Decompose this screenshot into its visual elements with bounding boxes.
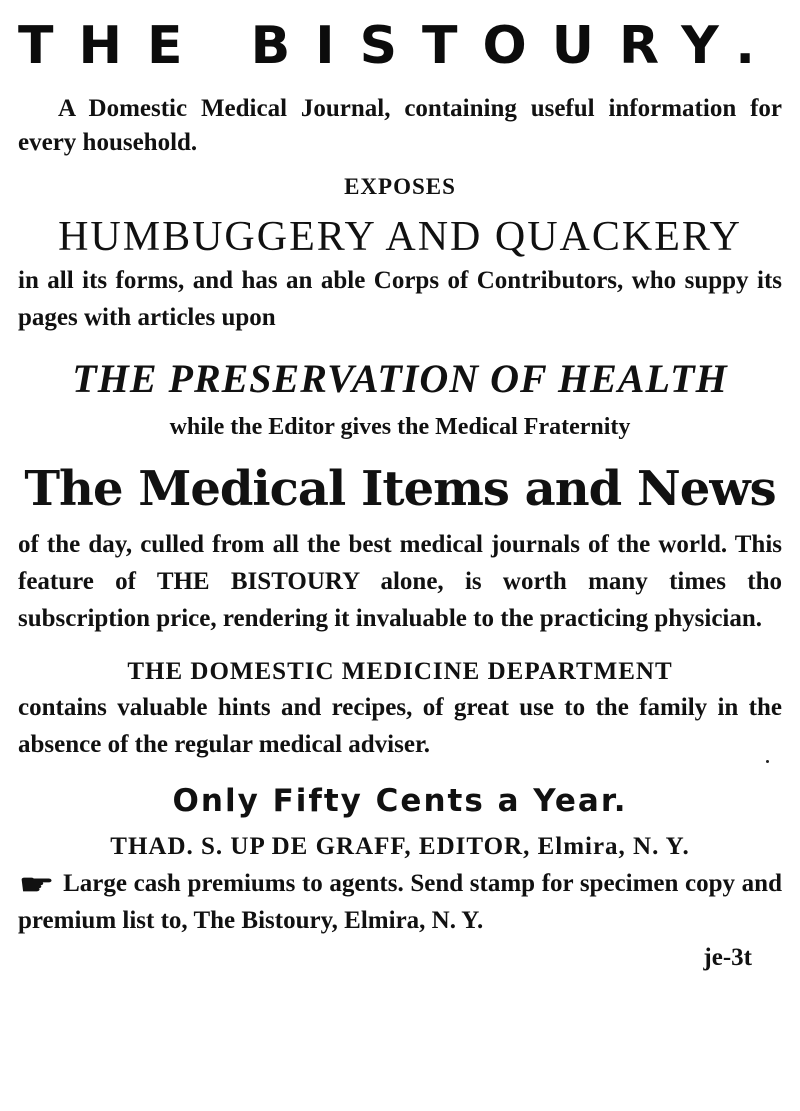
department-heading: THE DOMESTIC MEDICINE DEPARTMENT (127, 658, 673, 685)
price-line: Only Fifty Cents a Year. (172, 783, 628, 819)
department-paragraph: contains valuable hints and recipes, of great use to the family in the absence of the regular medical adviser. (18, 694, 782, 758)
insertion-code: je-3t (703, 944, 752, 971)
corps-paragraph: in all its forms, and has an able Corps of Contributors, who suppy its pages with articles upon (18, 267, 782, 331)
fraternity-line: while the Editor gives the Medical Fraternity (169, 414, 631, 440)
exposes-heading: EXPOSES (344, 174, 456, 199)
premiums-text: Large cash premiums to agents. Send stamp for specimen copy and premium list to, The Bistoury, Elmira, N. Y. (18, 870, 782, 934)
footer-line (18, 939, 782, 976)
pointing-hand-icon: ☛ (18, 870, 55, 901)
masthead-title: THE BISTOURY. (18, 16, 780, 76)
editor-line: THAD. S. UP DE GRAFF, EDITOR, Elmira, N. Y. (110, 833, 690, 860)
preservation-heading: THE PRESERVATION OF HEALTH (72, 356, 728, 401)
day-paragraph: of the day, culled from all the best medical journals of the world. This feature of THE BISTOURY alone, is worth many times tho subscription price, rendering it invaluable to the practicing physician. (18, 531, 782, 632)
humbuggery-heading: HUMBUGGERY AND QUACKERY (58, 214, 742, 260)
items-news-heading: The Medical Items and News (24, 461, 776, 517)
premiums-paragraph (18, 865, 782, 939)
intro-paragraph: A Domestic Medical Journal, containing useful information for every household. (18, 95, 782, 156)
stray-dot (766, 760, 769, 763)
